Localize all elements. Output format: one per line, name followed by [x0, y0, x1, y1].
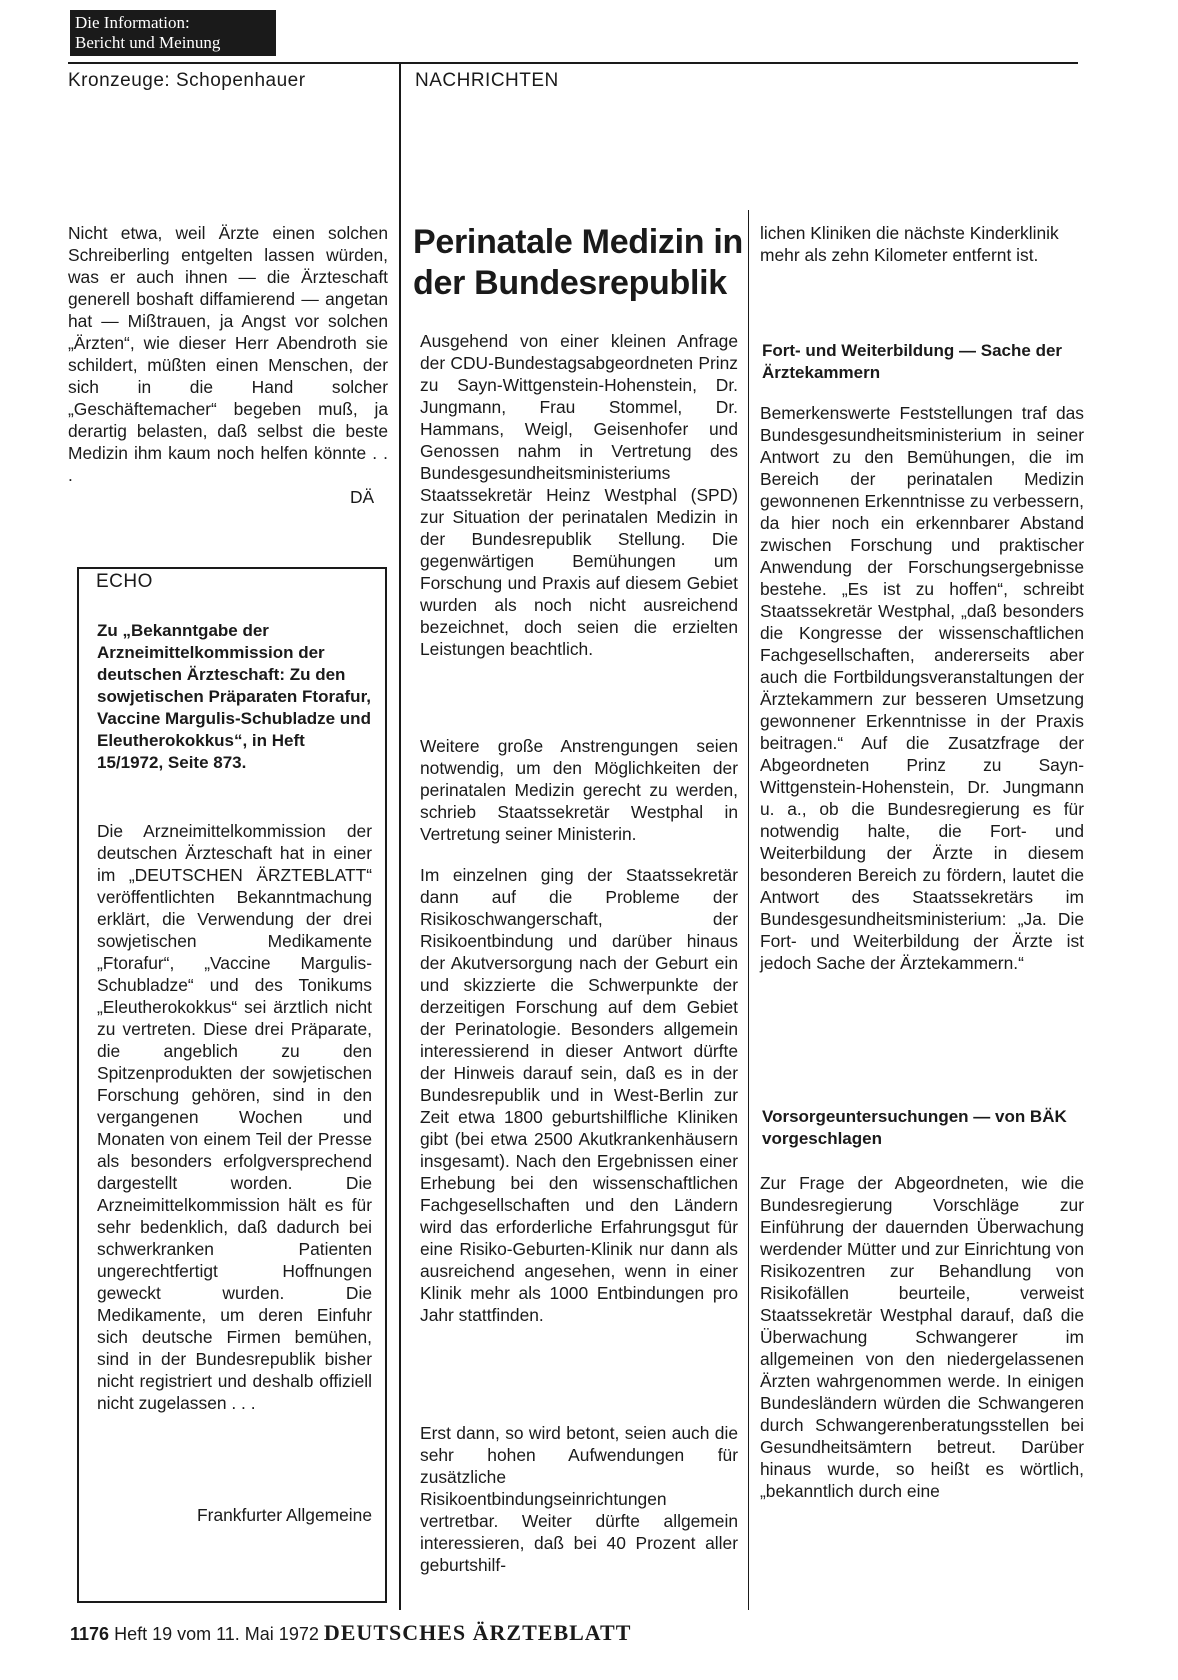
column-divider-2 [748, 210, 749, 1610]
page-footer [70, 1620, 631, 1646]
article-paragraph-text: Zur Frage der Abgeordneten, wie die Bundesregierung Vorschläge zur Einführung der dauernden Überwachung werdender Mütter und zur Einrichtung von Risikozentren zur Behandlung von Risikofällen beurteile, verweist Staatssekretär Westphal darauf, daß die Überwachung Schwangerer im allgemeinen von den niedergelassenen Ärzten wahrgenommen werde. In einigen Bundesländern würden die Schwangeren durch Schwangerenberatungsstellen bei Gesundheitsämtern betreut. Darüber hinaus wurde, so heißt es wörtlich, „bekanntlich durch eine [760, 1173, 1084, 1501]
article-subheading: Fort- und Weiterbildung — Sache der Ärztekammern [762, 341, 1063, 382]
article-paragraph [760, 402, 1084, 974]
article-paragraph-text: Bemerkenswerte Feststellungen traf das Bundesgesundheitsministerium in seiner Antwort zu den Bemühungen, die im Bereich der perinatalen Medizin gewonnenen Erkenntnisse zu verbessern, da hier noch ein erkennbarer Abstand zwischen Forschung und praktischer Anwendung der Forschungsergebnisse bestehe. „Es ist zu hoffen“, schreibt Staatssekretär Westphal, „daß besonders die Kongresse der wissenschaftlichen Fachgesellschaften, andererseits aber auch die Fortbildungsveranstaltungen der Ärztekammern zur besseren Umsetzung gewonnener Erkenntnisse in der Praxis beitragen.“ Auf die Zusatzfrage der Abgeordneten Prinz zu Sayn-Wittgenstein-Hohenstein, Dr. Jungmann u. a., ob die Bundesregierung es für notwendig halte, die Fort- und Weiterbildung der Ärzte in diesem besonderen Bereich zu fördern, lautet die Antwort des Staatssekretärs im Bundesgesundheitsministerium: „Ja. Die Fort- und Weiterbildung der Ärzte ist jedoch Sache der Ärztekammern.“ [760, 403, 1084, 973]
left-article [68, 222, 388, 486]
article-paragraph [420, 864, 738, 1326]
section-box-line1: Die Information: [75, 13, 190, 32]
echo-source: Frankfurter Allgemeine [197, 1505, 372, 1525]
column-divider-1 [399, 62, 401, 1610]
left-article-signature: DÄ [350, 487, 375, 507]
section-box-line2: Bericht und Meinung [75, 33, 221, 52]
echo-body [97, 820, 372, 1414]
echo-title: Zu „Bekanntgabe der Arzneimittelkommission der deutschen Ärzteschaft: Zu den sowjetischen Präparaten Ftorafur, Vaccine Margulis-Schubladze und Eleutherokokkus“, in Heft 15/1972, Seite 873. [97, 621, 371, 772]
section-box [70, 10, 276, 56]
article-paragraph-text: Erst dann, so wird betont, seien auch die sehr hohen Aufwendungen für zusätzliche Risikoentbindungseinrichtungen vertretbar. Weiter dürfte allgemein interessieren, daß bei 40 Prozent aller geburtshilf- [420, 1423, 738, 1575]
article-paragraph-text: lichen Kliniken die nächste Kinderklinik mehr als zehn Kilometer entfernt ist. [760, 223, 1059, 265]
article-subheading: Vorsorgeuntersuchungen — von BÄK vorgeschlagen [762, 1107, 1067, 1148]
article-paragraph [760, 1172, 1084, 1502]
article-headline: Perinatale Medizin in der Bundesrepublik [413, 223, 743, 302]
column-heading-right: NACHRICHTEN [415, 70, 559, 91]
echo-label: ECHO [96, 571, 153, 592]
column-heading-left: Kronzeuge: Schopenhauer [68, 70, 306, 91]
top-rule [68, 62, 1078, 64]
article-paragraph [420, 330, 738, 660]
echo-body-text: Die Arzneimittelkommission der deutschen Ärzteschaft hat in einer im „DEUTSCHEN ÄRZTEBLATT“ veröffentlichten Bekanntmachung erklärt, die Verwendung der drei sowjetischen Medikamente „Ftorafur“, „Vaccine Margulis-Schubladze“ und des Tonikums „Eleutherokokkus“ sei ärztlich nicht zu vertreten. Diese drei Präparate, die angeblich zu den Spitzenprodukten der sowjetischen Forschung gehören, sind in den vergangenen Wochen und Monaten von einem Teil der Presse als besonders erfolgversprechend dargestellt worden. Die Arzneimittelkommission hält es für sehr bedenklich, daß dadurch bei schwerkranken Patienten ungerechtfertigt Hoffnungen geweckt wurden. Die Medikamente, um deren Einfuhr sich deutsche Firmen bemühen, sind in der Bundesrepublik bisher nicht registriert und deshalb offiziell nicht zugelassen . . . [97, 821, 372, 1413]
article-paragraph-text: Weitere große Anstrengungen seien notwendig, um den Möglichkeiten der perinatalen Medizin gerecht zu werden, schrieb Staatssekretär Westphal in Vertretung seiner Ministerin. [420, 736, 738, 844]
page-number: 1176 [70, 1624, 110, 1644]
publication-name: DEUTSCHES ÄRZTEBLATT [323, 1620, 632, 1645]
article-paragraph [760, 222, 1084, 266]
article-paragraph [420, 735, 738, 845]
article-paragraph-text: Im einzelnen ging der Staatssekretär dann auf die Probleme der Risikoschwangerschaft, der Risikoentbindung und darüber hinaus der Akutversorgung nach der Geburt ein und skizzierte die Schwerpunkte der derzeitigen Forschung auf dem Gebiet der Perinatologie. Besonders allgemein interessierend in dieser Antwort dürfte der Hinweis darauf sein, daß es in der Bundesrepublik und in West-Berlin zur Zeit etwa 1800 geburtshilfliche Kliniken gibt (bei etwa 2500 Akutkrankenhäusern insgesamt). Nach den Ergebnissen einer Erhebung bei den wissenschaftlichen Fachgesellschaften und den Ländern wird das erforderliche Erfahrungsgut für eine Risiko-Geburten-Klinik nur dann als ausreichend angesehen, wenn in einer Klinik mehr als 1000 Entbindungen pro Jahr stattfinden. [420, 865, 738, 1325]
issue-info: Heft 19 vom 11. Mai 1972 [114, 1624, 319, 1644]
article-paragraph [420, 1422, 738, 1576]
article-paragraph-text: Ausgehend von einer kleinen Anfrage der CDU-Bundestagsabgeordneten Prinz zu Sayn-Wittgenstein-Hohenstein, Dr. Jungmann, Frau Stommel, Dr. Hammans, Weigl, Geisenhofer und Genossen nahm in Vertretung des Bundesgesundheitsministeriums Staatssekretär Heinz Westphal (SPD) zur Situation der perinatalen Medizin in der Bundesrepublik Stellung. Die gegenwärtigen Bemühungen um Forschung und Praxis auf diesem Gebiet wurden als noch nicht ausreichend bezeichnet, doch seien die erzielten Leistungen beachtlich. [420, 331, 738, 659]
left-article-text: Nicht etwa, weil Ärzte einen solchen Schreiberling entgelten lassen würden, was er auch ihnen — die Ärzteschaft generell boshaft diffamierend — angetan hat — Mißtrauen, ja Angst vor solchen „Ärzten“, wie dieser Herr Abendroth sie schildert, müßten einen Menschen, der sich in die Hand solcher „Geschäftemacher“ begeben muß, ja derartig belasten, daß selbst die beste Medizin ihm kaum noch helfen könnte . . . [68, 223, 388, 485]
